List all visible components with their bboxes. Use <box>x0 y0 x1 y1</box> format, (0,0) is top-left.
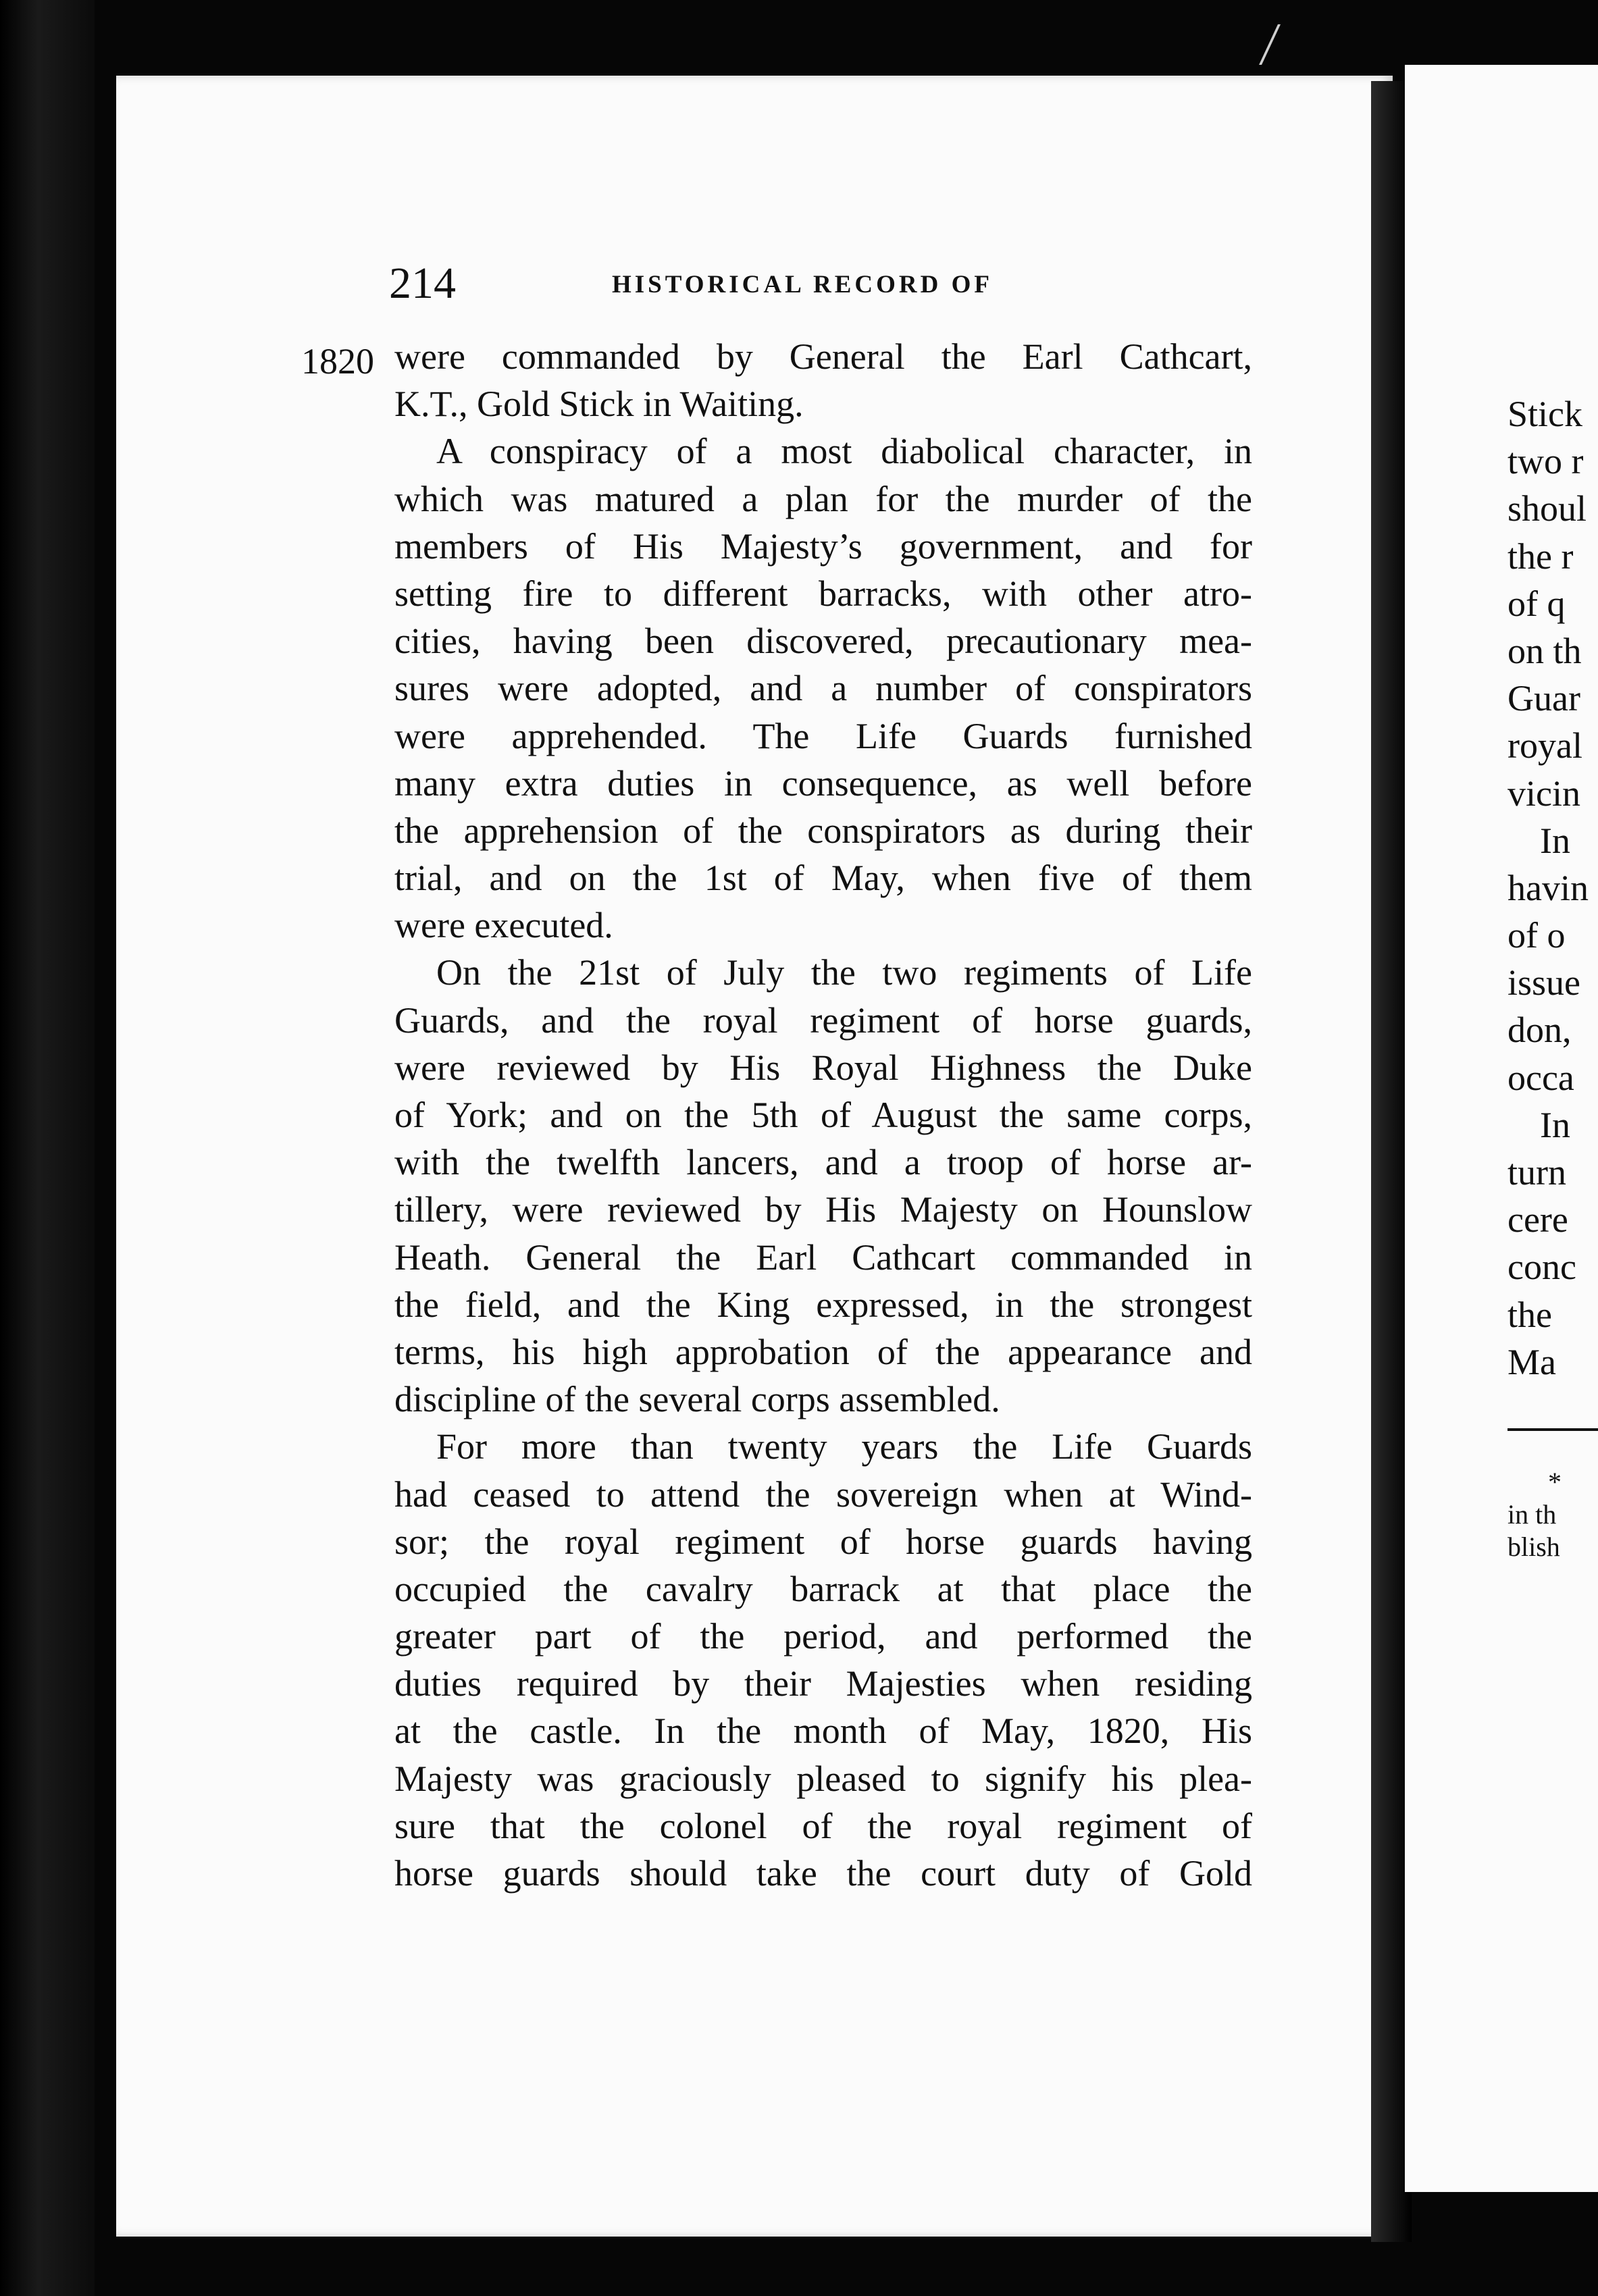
right-page-footnotes <box>1507 1466 1562 1563</box>
text-line: the apprehension of the conspirators as during their <box>394 810 1252 851</box>
facing-page-line: two r <box>1507 441 1584 482</box>
text-line: trial, and on the 1st of May, when five of them <box>394 858 1252 899</box>
text-line: Heath. General the Earl Cathcart commanded in <box>394 1236 1252 1278</box>
text-line: On the 21st of July the two regiments of Life <box>436 952 1252 993</box>
text-line: had ceased to attend the sovereign when at Wind- <box>394 1473 1252 1515</box>
facing-page-line: issue <box>1507 962 1580 1003</box>
text-line: of York; and on the 5th of August the same corps, <box>394 1095 1252 1135</box>
facing-page-line: on th <box>1507 630 1582 671</box>
facing-page-line: conc <box>1507 1247 1576 1288</box>
running-head <box>389 257 1267 324</box>
page-number: 214 <box>389 259 456 308</box>
text-line: discipline of the several corps assembled. <box>394 1379 1000 1420</box>
text-line: K.T., Gold Stick in Waiting. <box>394 384 804 425</box>
facing-page-line: vicin <box>1507 773 1580 814</box>
facing-page-line: the r <box>1507 536 1574 577</box>
margin-year: 1820 <box>301 341 374 382</box>
facing-page-line: turn <box>1507 1152 1566 1193</box>
text-line: the field, and the King expressed, in the strongest <box>394 1284 1252 1325</box>
text-line: members of His Majesty’s government, and for <box>394 525 1252 567</box>
text-line: greater part of the period, and performed the <box>394 1616 1252 1657</box>
facing-page-line: cere <box>1507 1199 1568 1241</box>
text-line: occupied the cavalry barrack at that place the <box>394 1568 1252 1609</box>
facing-page-line: shoul <box>1507 488 1587 529</box>
text-line: Majesty was graciously pleased to signify his plea- <box>394 1758 1252 1799</box>
text-line: horse guards should take the court duty of Gold <box>394 1853 1252 1894</box>
footnote-rule <box>1507 1428 1598 1431</box>
body-text <box>394 333 1252 1897</box>
text-line: For more than twenty years the Life Guards <box>436 1426 1252 1467</box>
text-line: terms, his high approbation of the appearance and <box>394 1331 1252 1372</box>
facing-page-line: don, <box>1507 1010 1572 1051</box>
scan-mark <box>1259 24 1301 65</box>
header-title: HISTORICAL RECORD OF <box>612 271 993 298</box>
footnote-line: in th <box>1507 1499 1557 1530</box>
text-line: duties required by their Majesties when residing <box>394 1663 1252 1704</box>
text-line: at the castle. In the month of May, 1820, His <box>394 1711 1252 1752</box>
facing-page-line: of q <box>1507 583 1566 624</box>
footnote-line: * <box>1548 1467 1562 1497</box>
facing-page-line: havin <box>1507 867 1589 908</box>
scan-dark-border <box>0 0 95 2296</box>
text-line: cities, having been discovered, precautionary mea- <box>394 621 1252 662</box>
facing-page-line: Stick <box>1507 394 1583 434</box>
right-page <box>1405 65 1598 2192</box>
text-line: sures were adopted, and a number of conspirators <box>394 668 1252 709</box>
right-page-text <box>1507 390 1589 1386</box>
facing-page-line: royal <box>1507 725 1582 766</box>
text-line: sor; the royal regiment of horse guards having <box>394 1521 1252 1562</box>
facing-page-line: In <box>1540 820 1570 861</box>
footnote-line: blish <box>1507 1532 1560 1562</box>
text-line: were apprehended. The Life Guards furnished <box>394 715 1252 756</box>
facing-page-line: the <box>1507 1294 1552 1335</box>
facing-page-line: In <box>1540 1104 1570 1145</box>
text-line: which was matured a plan for the murder of the <box>394 478 1252 519</box>
facing-page-line: Ma <box>1507 1341 1556 1382</box>
text-line: with the twelfth lancers, and a troop of horse ar- <box>394 1142 1252 1183</box>
text-line: A conspiracy of a most diabolical character, in <box>436 431 1252 472</box>
text-line: were executed. <box>394 905 613 946</box>
text-line: Guards, and the royal regiment of horse guards, <box>394 999 1252 1041</box>
facing-page-line: of o <box>1507 915 1566 956</box>
facing-page-line: Guar <box>1507 678 1580 719</box>
text-line: were reviewed by His Royal Highness the Duke <box>394 1047 1252 1088</box>
text-line: were commanded by General the Earl Cathcart, <box>394 336 1252 377</box>
text-line: tillery, were reviewed by His Majesty on Hounslow <box>394 1189 1252 1230</box>
text-line: sure that the colonel of the royal regiment of <box>394 1805 1252 1846</box>
text-line: many extra duties in consequence, as well before <box>394 762 1252 804</box>
facing-page-line: occa <box>1507 1057 1574 1098</box>
text-line: setting fire to different barracks, with other atro- <box>394 573 1252 614</box>
